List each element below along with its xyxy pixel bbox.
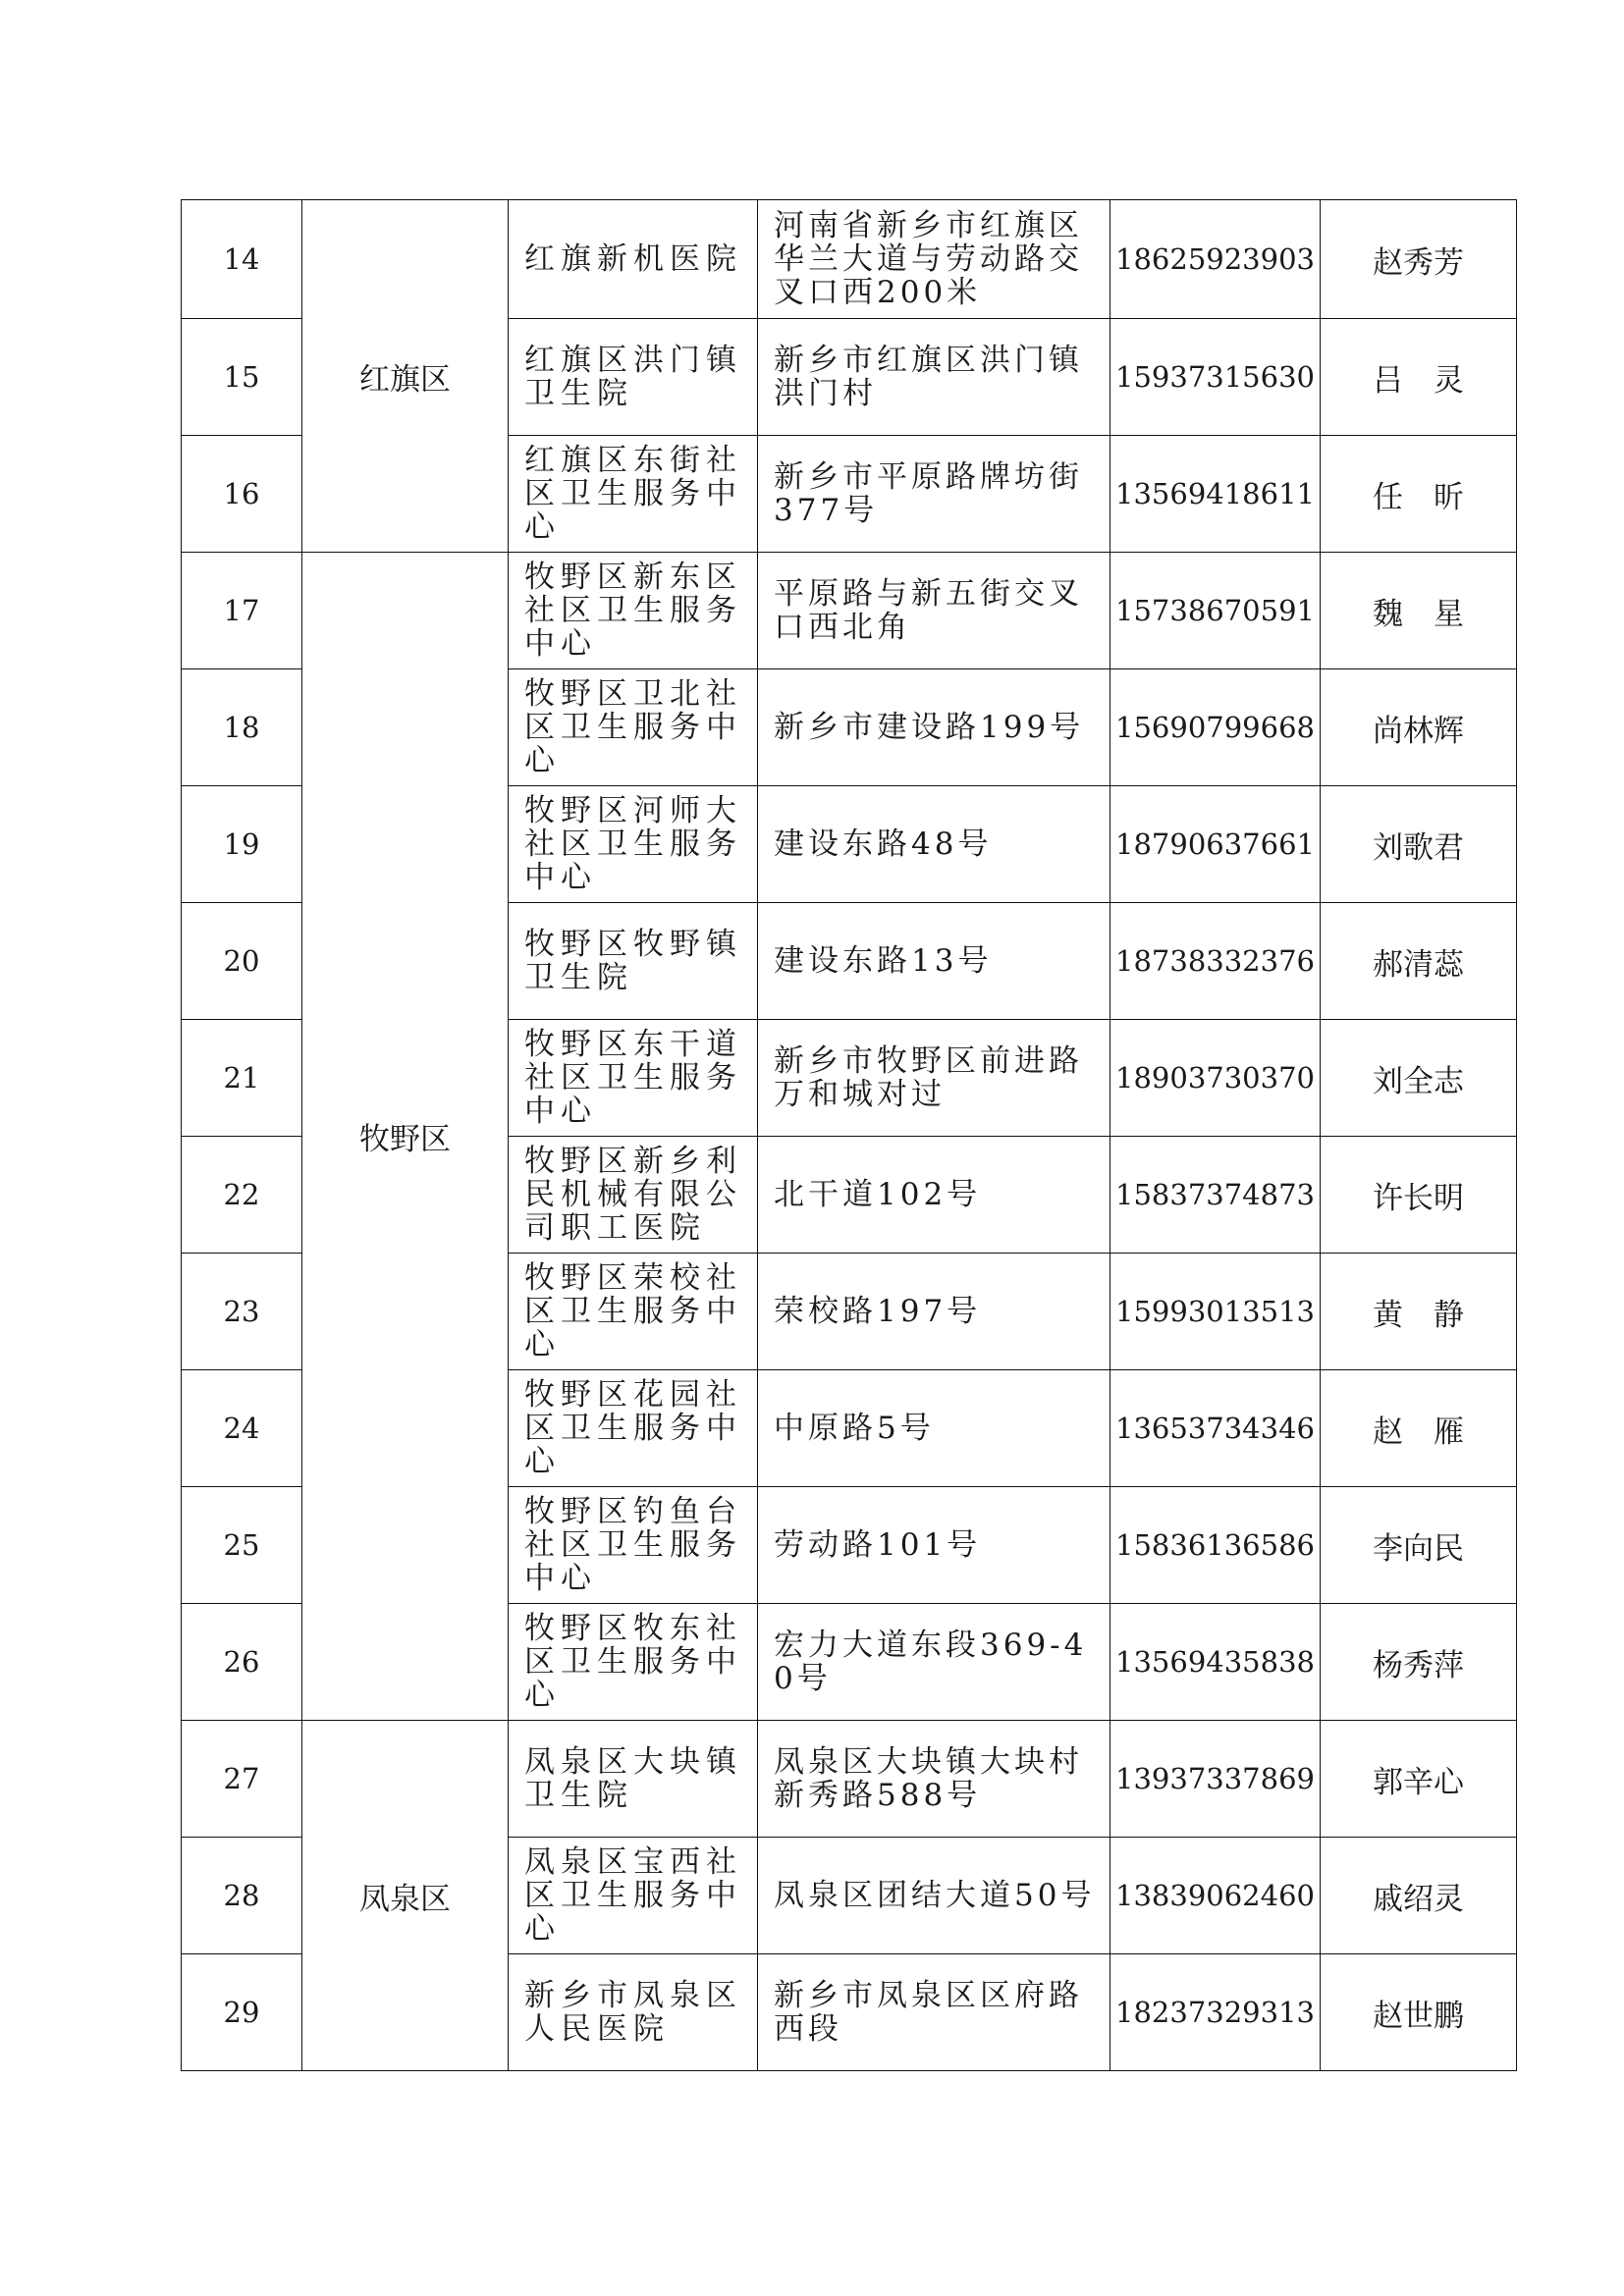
institution-address: 新乡市建设路199号 [758,669,1110,786]
contact-phone: 18903730370 [1110,1020,1321,1137]
row-number: 17 [182,553,302,669]
institution-address: 中原路5号 [758,1370,1110,1487]
institution-address: 北干道102号 [758,1137,1110,1254]
institution-name: 牧野区卫北社区卫生服务中心 [509,669,758,786]
contact-phone: 13839062460 [1110,1838,1321,1954]
institution-address: 新乡市牧野区前进路万和城对过 [758,1020,1110,1137]
institution-name: 凤泉区大块镇卫生院 [509,1721,758,1838]
contact-phone: 13937337869 [1110,1721,1321,1838]
institution-address: 新乡市红旗区洪门镇洪门村 [758,319,1110,436]
institution-address: 平原路与新五街交叉口西北角 [758,553,1110,669]
row-number: 24 [182,1370,302,1487]
institution-address: 建设东路13号 [758,903,1110,1020]
row-number: 28 [182,1838,302,1954]
contact-person: 郭辛心 [1321,1721,1517,1838]
institution-name: 牧野区牧东社区卫生服务中心 [509,1604,758,1721]
contact-phone: 15993013513 [1110,1254,1321,1370]
institution-name: 牧野区牧野镇卫生院 [509,903,758,1020]
institution-name: 红旗区洪门镇卫生院 [509,319,758,436]
row-number: 14 [182,200,302,319]
contact-phone: 18790637661 [1110,786,1321,903]
row-number: 19 [182,786,302,903]
institution-address: 河南省新乡市红旗区华兰大道与劳动路交叉口西200米 [758,200,1110,319]
district-cell: 红旗区 [302,200,509,553]
contact-person: 郝清蕊 [1321,903,1517,1020]
table-row [182,553,1517,669]
row-number: 29 [182,1954,302,2071]
institution-name: 牧野区花园社区卫生服务中心 [509,1370,758,1487]
row-number: 26 [182,1604,302,1721]
institution-address: 荣校路197号 [758,1254,1110,1370]
institution-address: 新乡市凤泉区区府路西段 [758,1954,1110,2071]
row-number: 18 [182,669,302,786]
contact-person: 杨秀萍 [1321,1604,1517,1721]
contact-phone: 15836136586 [1110,1487,1321,1604]
contact-person: 任 昕 [1321,436,1517,553]
institution-name: 牧野区河师大社区卫生服务中心 [509,786,758,903]
row-number: 21 [182,1020,302,1137]
institution-name: 牧野区新东区社区卫生服务中心 [509,553,758,669]
contact-phone: 15738670591 [1110,553,1321,669]
contact-phone: 13653734346 [1110,1370,1321,1487]
contact-person: 许长明 [1321,1137,1517,1254]
row-number: 15 [182,319,302,436]
contact-phone: 18738332376 [1110,903,1321,1020]
contact-person: 李向民 [1321,1487,1517,1604]
contact-phone: 15837374873 [1110,1137,1321,1254]
district-cell: 牧野区 [302,553,509,1721]
institution-address: 建设东路48号 [758,786,1110,903]
row-number: 20 [182,903,302,1020]
contact-person: 黄 静 [1321,1254,1517,1370]
row-number: 27 [182,1721,302,1838]
contact-phone: 18625923903 [1110,200,1321,319]
table-row [182,200,1517,319]
contact-person: 刘全志 [1321,1020,1517,1137]
contact-phone: 15937315630 [1110,319,1321,436]
contact-person: 吕 灵 [1321,319,1517,436]
institution-address: 新乡市平原路牌坊街377号 [758,436,1110,553]
district-cell: 凤泉区 [302,1721,509,2071]
contact-person: 魏 星 [1321,553,1517,669]
institution-address: 劳动路101号 [758,1487,1110,1604]
row-number: 16 [182,436,302,553]
row-number: 22 [182,1137,302,1254]
contact-person: 尚林辉 [1321,669,1517,786]
row-number: 23 [182,1254,302,1370]
contact-phone: 13569435838 [1110,1604,1321,1721]
contact-person: 戚绍灵 [1321,1838,1517,1954]
institution-address: 凤泉区团结大道50号 [758,1838,1110,1954]
contact-person: 赵秀芳 [1321,200,1517,319]
institution-name: 牧野区钓鱼台社区卫生服务中心 [509,1487,758,1604]
row-number: 25 [182,1487,302,1604]
contact-phone: 18237329313 [1110,1954,1321,2071]
table-row [182,1721,1517,1838]
institution-name: 凤泉区宝西社区卫生服务中心 [509,1838,758,1954]
contact-person: 赵世鹏 [1321,1954,1517,2071]
institution-address: 宏力大道东段369-40号 [758,1604,1110,1721]
contact-person: 赵 雁 [1321,1370,1517,1487]
hospital-contact-table [181,199,1517,2071]
contact-phone: 15690799668 [1110,669,1321,786]
institution-name: 牧野区新乡利民机械有限公司职工医院 [509,1137,758,1254]
institution-name: 红旗区东街社区卫生服务中心 [509,436,758,553]
contact-phone: 13569418611 [1110,436,1321,553]
institution-name: 牧野区东干道社区卫生服务中心 [509,1020,758,1137]
institution-name: 红旗新机医院 [509,200,758,319]
contact-person: 刘歌君 [1321,786,1517,903]
institution-name: 牧野区荣校社区卫生服务中心 [509,1254,758,1370]
institution-address: 凤泉区大块镇大块村新秀路588号 [758,1721,1110,1838]
institution-name: 新乡市凤泉区人民医院 [509,1954,758,2071]
